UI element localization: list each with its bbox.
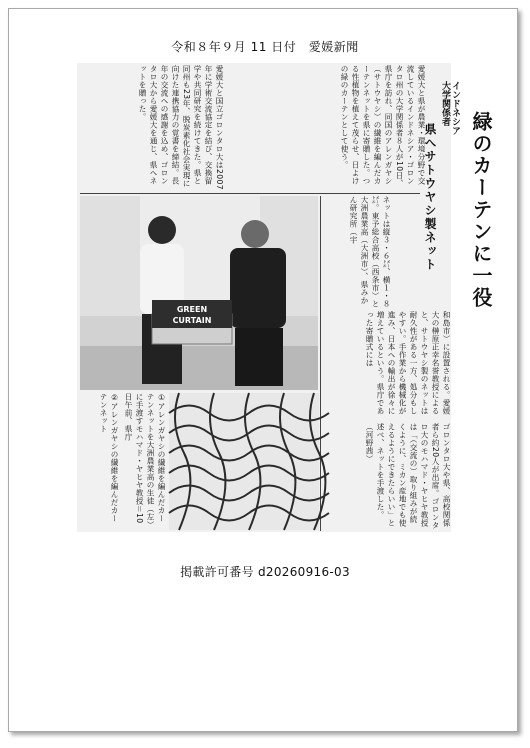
newspaper-source-line: 令和８年９月 11 日付 愛媛新聞 (171, 40, 359, 54)
article-headline: 緑のカーテンに一役 (469, 111, 493, 309)
caption-ceremony: ①アレンガヤシの繊維を編んだカーテンネットを大洲農業高の生徒（左）に手渡すモハマド・ヤヒヤ教授＝10日午前、県庁 (124, 393, 166, 529)
newspaper-clipping (77, 63, 493, 532)
caption-net: ②アレンガヤシの繊維を編んだカーテンネット (99, 393, 119, 523)
green-curtain-sign-2: CURTAIN (172, 316, 212, 325)
article-column-e: ゴロンタロ大や県、高校関係者ら約20人が出席。ゴロンタロ大のモハマド・ヤヒヤ教授は「（交流の）取り組みが続くように、ミカン産地でも使えるようにできたらいい」と述べ、ネットを手渡した。（河野茜） (365, 423, 451, 530)
ceremony-photo-image (80, 196, 318, 390)
article-column-a: 愛媛大と県が農業・環境分野で交流しているインドネシア・ゴロンタロ州の大学関係者８人が10日、県庁を訪れ、同国のアレンガヤシ（サトウヤシ）の繊維を編んだカーテンネットを県に寄贈した。つる性植物を植えて茂らせ、日よけの緑のカーテンとして使う。 (340, 65, 426, 188)
green-curtain-sign: GREEN (176, 305, 208, 314)
article-kicker (440, 81, 460, 135)
article-column-c: ネットは縦３・６㍍、横１・８㍍。東予総合高校（西条市）と大洲農業高（大洲市）、県みかん研究所（宇 (349, 196, 391, 308)
net-photo (169, 393, 319, 530)
kicker-line-2: 大学関係者 (440, 81, 450, 126)
article-column-d: 和島市）に設置される。愛媛大の榊原正幸名誉教授によると、サトウヤシ製のネットは耐久性がある一方、処分もしやすい。手作業から機械化が進み、日本への輸出が徐々に増えているという。県庁であった寄贈式には (365, 311, 451, 415)
section-divider (80, 193, 420, 194)
column-divider (320, 196, 321, 531)
ceremony-photo (80, 196, 318, 390)
article-subhead: 県へサトウヤシ製ネット (423, 123, 437, 272)
kicker-line-1: インドネシア (450, 81, 460, 135)
article-column-b: 愛媛大と国立ゴロンタロ大は2007年に学術交流協定を結び、交換留学や共同研究を続けてきた。県と同州も23年、脱炭素化社会実現に向けた連携協力の覚書を締結。長年の交流への感謝を込め、ゴロンタロ大から愛媛大を通じ、県へネットを贈った。 (138, 65, 224, 190)
permit-number: 掲載許可番号 d20260916-03 (180, 565, 350, 579)
net-photo-image (169, 393, 319, 530)
